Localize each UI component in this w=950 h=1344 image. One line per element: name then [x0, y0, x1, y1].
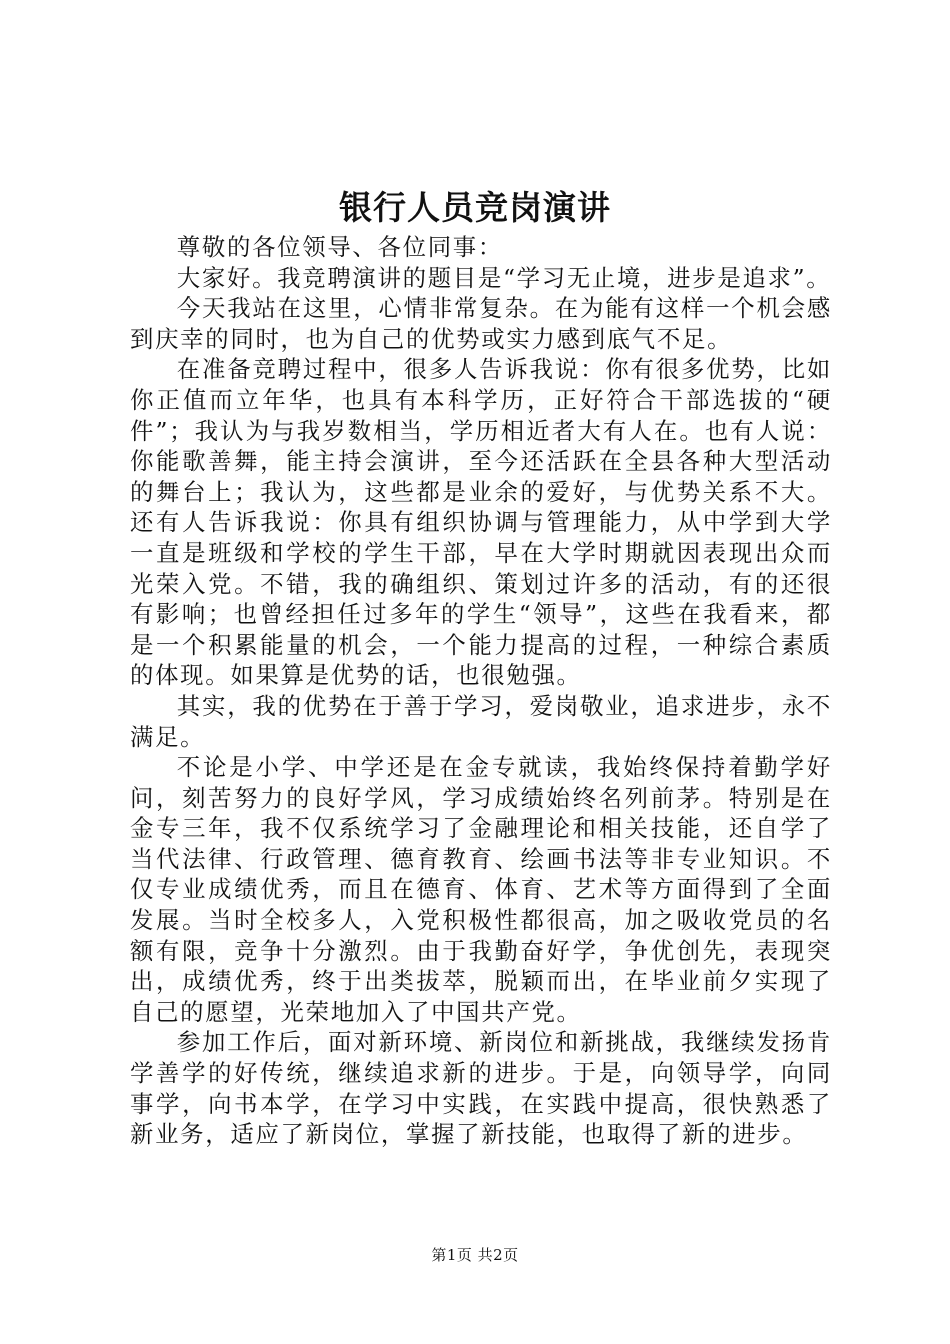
document-title: 银行人员竞岗演讲 — [339, 188, 611, 227]
paragraph-greeting: 大家好。我竞聘演讲的题目是“学习无止境，进步是追求”。 — [176, 263, 832, 292]
paragraph-work: 参加工作后，面对新环境、新岗位和新挑战，我继续发扬肯学善学的好传统，继续追求新的进步。于是，向领导学，向同事学，向书本学，在学习中实践，在实践中提高，很快熟悉了新业务，适应了新岗位，掌握了新技能，也取得了新的进步。 — [130, 1028, 832, 1149]
page-indicator: 第1页 共2页 — [431, 1246, 519, 1264]
paragraph-strengths: 其实，我的优势在于善于学习，爱岗敬业，追求进步，永不满足。 — [130, 691, 832, 751]
paragraph-education: 不论是小学、中学还是在金专就读，我始终保持着勤学好问，刻苦努力的良好学风，学习成绩始终名列前茅。特别是在金专三年，我不仅系统学习了金融理论和相关技能，还自学了当代法律、行政管理、德育教育、绘画书法等非专业知识。不仅专业成绩优秀，而且在德育、体育、艺术等方面得到了全面发展。当时全校多人，入党积极性都很高，加之吸收党员的名额有限，竞争十分激烈。由于我勤奋好学，争优创先，表现突出，成绩优秀，终于出类拔萃，脱颖而出，在毕业前夕实现了自己的愿望，光荣地加入了中国共产党。 — [130, 753, 832, 1026]
paragraph-preparation: 在准备竞聘过程中，很多人告诉我说：你有很多优势，比如你正值而立年华，也具有本科学历，正好符合干部选拔的“硬件”；我认为与我岁数相当，学历相近者大有人在。也有人说：你能歌善舞，能主持会演讲，至今还活跃在全县各种大型活动的舞台上；我认为，这些都是业余的爱好，与优势关系不大。还有人告诉我说：你具有组织协调与管理能力，从中学到大学一直是班级和学校的学生干部，早在大学时期就因表现出众而光荣入党。不错，我的确组织、策划过许多的活动，有的还很有影响；也曾经担任过多年的学生“领导”，这些在我看来，都是一个积累能量的机会，一个能力提高的过程，一种综合素质的体现。如果算是优势的话，也很勉强。 — [130, 355, 832, 690]
paragraph-feelings: 今天我站在这里，心情非常复杂。在为能有这样一个机会感到庆幸的同时，也为自己的优势或实力感到底气不足。 — [130, 294, 832, 353]
document-body — [130, 232, 832, 1150]
salutation: 尊敬的各位领导、各位同事： — [176, 233, 503, 261]
